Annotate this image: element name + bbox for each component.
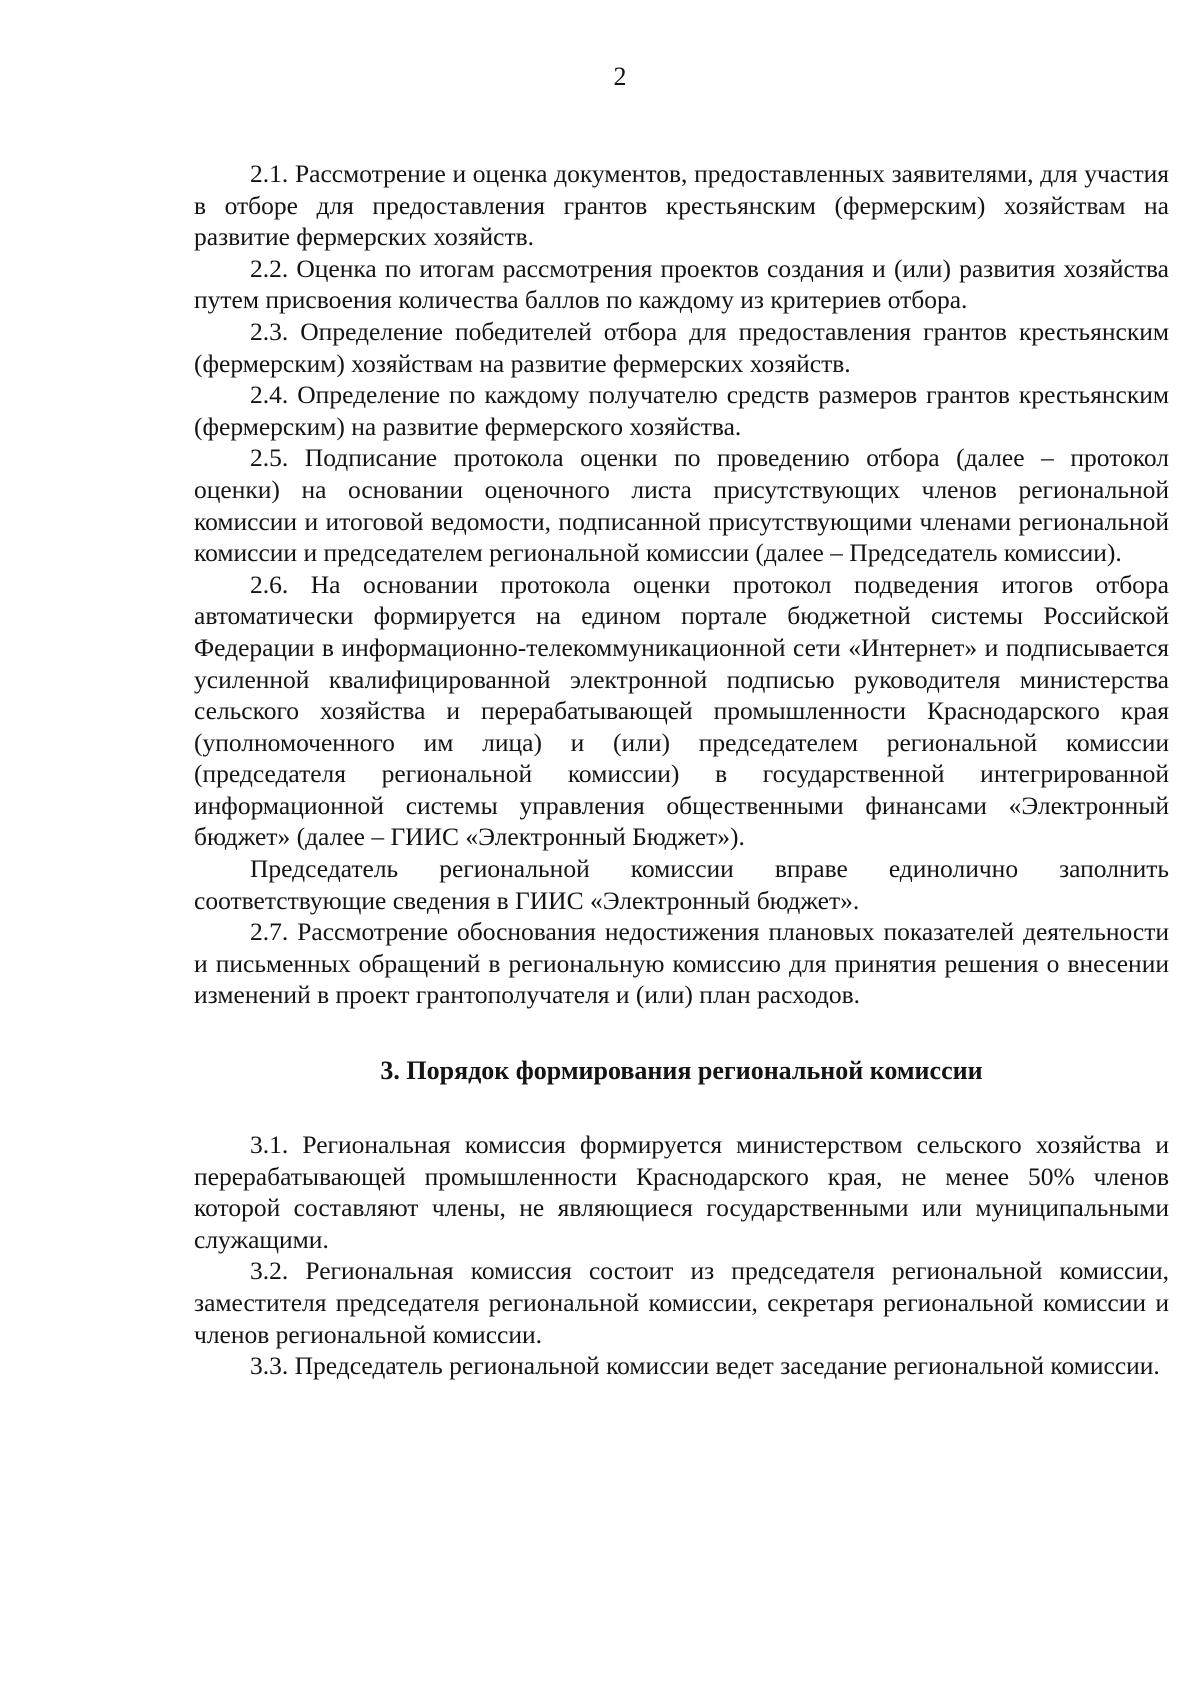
section-3-heading: 3. Порядок формирования региональной комиссии	[380, 1056, 983, 1086]
paragraph-2-4: 2.4. Определение по каждому получателю средств размеров грантов крестьянским (фермерским) на развитие фермерского хозяйства.	[194, 380, 1169, 441]
paragraph-2-5: 2.5. Подписание протокола оценки по проведению отбора (далее – протокол оценки) на основании оценочного листа присутствующих членов региональной комиссии и итоговой ведомости, подписанной присутствующими членами региональной комиссии и председателем региональной комиссии (далее – Председатель комиссии).	[194, 443, 1169, 568]
paragraph-2-2: 2.2. Оценка по итогам рассмотрения проектов создания и (или) развития хозяйства путем присвоения количества баллов по каждому из критериев отбора.	[194, 253, 1169, 315]
paragraph-3-2: 3.2. Региональная комиссия состоит из председателя региональной комиссии, заместителя председателя региональной комиссии, секретаря региональной комиссии и членов региональной комиссии.	[194, 1256, 1169, 1349]
document-body	[194, 158, 1169, 1382]
paragraph-2-1: 2.1. Рассмотрение и оценка документов, предоставленных заявителями, для участия в отборе для предоставления грантов крестьянским (фермерским) хозяйствам на развитие фермерских хозяйств.	[194, 159, 1169, 252]
paragraph-chairman-note: Председатель региональной комиссии вправе единолично заполнить соответствующие сведения в ГИИС «Электронный бюджет».	[194, 854, 1169, 915]
paragraph-3-3: 3.3. Председатель региональной комиссии ведет заседание региональной комиссии.	[250, 1351, 1160, 1381]
paragraph-2-6: 2.6. На основании протокола оценки протокол подведения итогов отбора автоматически формируется на едином портале бюджетной системы Российской Федерации в информационно-телекоммуникационной сети «Интернет» и подписывается усиленной квалифицированной электронной подписью руководителя министерства сельского хозяйства и перерабатывающей промышленности Краснодарского края (уполномоченного им лица) и (или) председателем региональной комиссии (председателя региональной комиссии) в государственной интегрированной информационной системы управления общественными финансами «Электронный бюджет» (далее – ГИИС «Электронный Бюджет»).	[194, 569, 1169, 852]
paragraph-3-1: 3.1. Региональная комиссия формируется министерством сельского хозяйства и перерабатывающей промышленности Краснодарского края, не менее 50% членов которой составляют члены, не являющиеся государственными или муниципальными служащими.	[194, 1130, 1169, 1254]
paragraph-2-7: 2.7. Рассмотрение обоснования недостижения плановых показателей деятельности и письменных обращений в региональную комиссию для принятия решения о внесении изменений в проект грантополучателя и (или) план расходов.	[194, 917, 1169, 1010]
page-number: 2	[613, 62, 627, 91]
paragraph-2-3: 2.3. Определение победителей отбора для предоставления грантов крестьянским (фермерским) хозяйствам на развитие фермерских хозяйств.	[194, 316, 1169, 378]
